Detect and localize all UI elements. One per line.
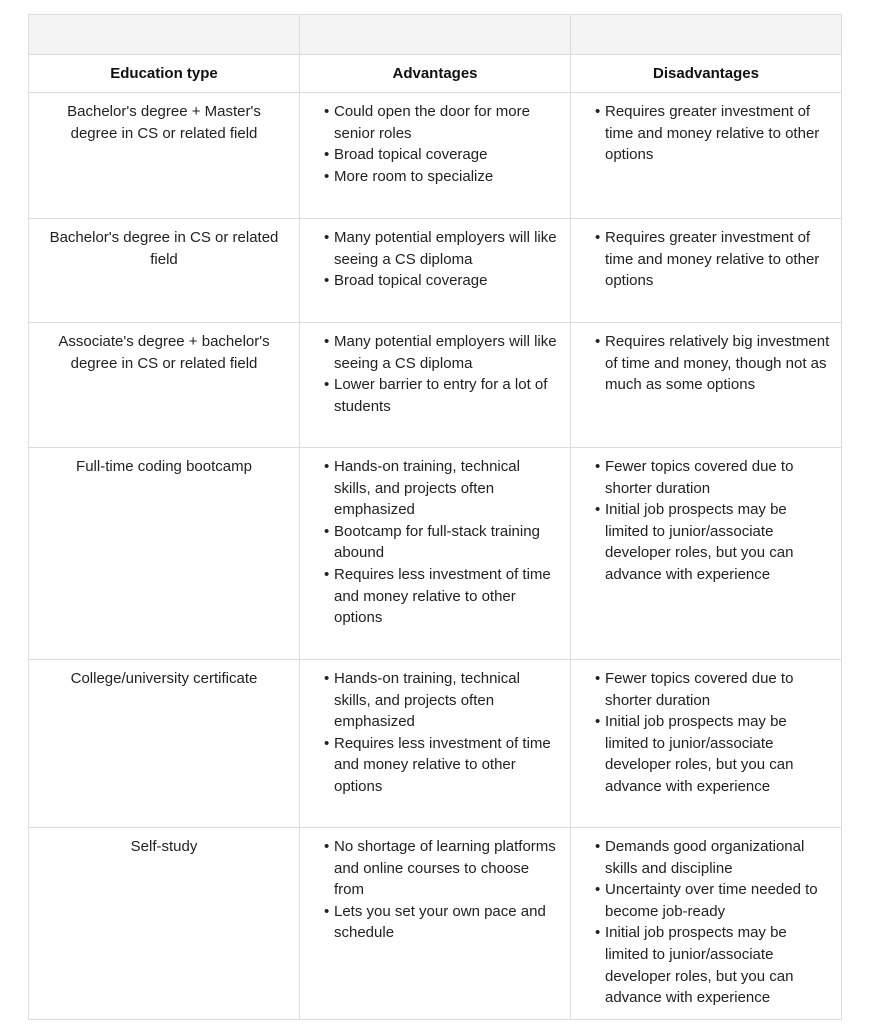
advantages-list: [324, 331, 560, 417]
empty-header-cell: [29, 15, 300, 55]
education-type-cell: Associate's degree + bachelor's degree in CS or related field: [29, 323, 300, 448]
table-row: [29, 219, 842, 323]
disadvantages-cell: [571, 323, 842, 448]
list-item: • Initial job prospects may be limited to junior/associate developer roles, but you can advance with experience: [595, 922, 831, 1008]
comparison-table-container: [28, 14, 841, 1020]
empty-header-cell: [300, 15, 571, 55]
empty-header-cell: [571, 15, 842, 55]
list-item: • Could open the door for more senior roles: [324, 101, 560, 144]
advantages-list: [324, 101, 560, 187]
advantages-list: [324, 836, 560, 944]
column-header-advantages: Advantages: [300, 55, 571, 93]
list-item: • More room to specialize: [324, 166, 560, 188]
disadvantages-cell: [571, 448, 842, 660]
education-type-cell: College/university certificate: [29, 660, 300, 828]
disadvantages-list: [595, 668, 831, 798]
disadvantages-list: [595, 456, 831, 586]
advantages-list: [324, 227, 560, 292]
advantages-cell: [300, 219, 571, 323]
list-item: • Requires less investment of time and money relative to other options: [324, 733, 560, 798]
list-item: • Fewer topics covered due to shorter duration: [595, 668, 831, 711]
list-item: • Lower barrier to entry for a lot of students: [324, 374, 560, 417]
disadvantages-list: [595, 836, 831, 1009]
list-item: • Lets you set your own pace and schedule: [324, 901, 560, 944]
list-item: • Hands-on training, technical skills, and projects often emphasized: [324, 456, 560, 521]
disadvantages-cell: [571, 828, 842, 1020]
list-item: • Initial job prospects may be limited to junior/associate developer roles, but you can advance with experience: [595, 711, 831, 797]
education-type-cell: Full-time coding bootcamp: [29, 448, 300, 660]
list-item: • Uncertainty over time needed to become job-ready: [595, 879, 831, 922]
table-row: [29, 448, 842, 660]
list-item: • Many potential employers will like seeing a CS diploma: [324, 331, 560, 374]
list-item: • Bootcamp for full-stack training abound: [324, 521, 560, 564]
list-item: • Fewer topics covered due to shorter duration: [595, 456, 831, 499]
column-header-disadvantages: Disadvantages: [571, 55, 842, 93]
education-comparison-table: [28, 14, 842, 1020]
disadvantages-cell: [571, 93, 842, 219]
list-item: • Requires less investment of time and money relative to other options: [324, 564, 560, 629]
advantages-cell: [300, 93, 571, 219]
disadvantages-cell: [571, 660, 842, 828]
education-type-cell: Self-study: [29, 828, 300, 1020]
column-header-education-type: Education type: [29, 55, 300, 93]
advantages-cell: [300, 448, 571, 660]
disadvantages-list: [595, 331, 831, 396]
advantages-list: [324, 456, 560, 629]
advantages-list: [324, 668, 560, 798]
list-item: • No shortage of learning platforms and online courses to choose from: [324, 836, 560, 901]
list-item: • Requires greater investment of time and money relative to other options: [595, 101, 831, 166]
list-item: • Many potential employers will like seeing a CS diploma: [324, 227, 560, 270]
disadvantages-list: [595, 101, 831, 166]
disadvantages-cell: [571, 219, 842, 323]
list-item: • Initial job prospects may be limited to junior/associate developer roles, but you can advance with experience: [595, 499, 831, 585]
list-item: • Demands good organizational skills and discipline: [595, 836, 831, 879]
list-item: • Requires greater investment of time and money relative to other options: [595, 227, 831, 292]
table-row: [29, 93, 842, 219]
disadvantages-list: [595, 227, 831, 292]
advantages-cell: [300, 323, 571, 448]
education-type-cell: Bachelor's degree + Master's degree in CS or related field: [29, 93, 300, 219]
advantages-cell: [300, 660, 571, 828]
table-empty-header-row: [29, 15, 842, 55]
table-row: [29, 828, 842, 1020]
list-item: • Requires relatively big investment of time and money, though not as much as some options: [595, 331, 831, 396]
table-row: [29, 323, 842, 448]
table-header-row: [29, 55, 842, 93]
list-item: • Broad topical coverage: [324, 144, 560, 166]
list-item: • Broad topical coverage: [324, 270, 560, 292]
list-item: • Hands-on training, technical skills, and projects often emphasized: [324, 668, 560, 733]
education-type-cell: Bachelor's degree in CS or related field: [29, 219, 300, 323]
table-row: [29, 660, 842, 828]
advantages-cell: [300, 828, 571, 1020]
